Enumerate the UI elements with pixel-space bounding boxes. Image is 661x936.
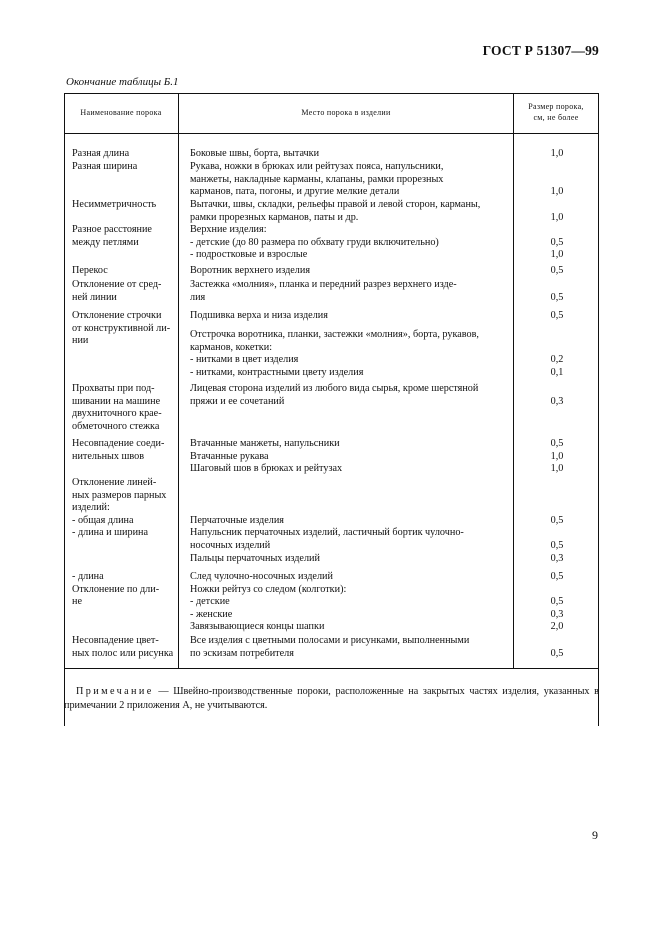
defect-size-cell-line: 1,0: [550, 211, 564, 223]
defect-size-cell: [516, 199, 598, 224]
column-header-name: Наименование порока: [80, 108, 162, 117]
defect-size-cell: [516, 148, 598, 161]
defect-place-cell-line: Втачанные рукава: [190, 450, 269, 462]
defect-name-cell: [64, 161, 176, 174]
defect-size-cell: [516, 310, 598, 323]
defect-place-cell-line: рамки прорезных карманов, паты и др.: [190, 211, 359, 223]
defect-name-cell-line: нительных швов: [72, 450, 145, 462]
defect-place-cell: [181, 224, 510, 262]
defect-size-cell-line: 0,3: [550, 395, 564, 407]
defect-place-cell: [181, 279, 510, 304]
defect-size-cell-line: [516, 342, 598, 355]
defect-place-cell-line: - детские: [190, 596, 230, 608]
defect-place-cell-line: - подростковые и взрослые: [190, 249, 308, 261]
table-top-rule: [64, 93, 599, 94]
defect-size-cell: [516, 635, 598, 660]
defect-place-cell: [181, 571, 510, 634]
table-body-rule: [64, 668, 599, 669]
defect-size-cell: [516, 571, 598, 634]
column-header-place: Место порока в изделии: [301, 108, 391, 117]
defect-name-cell-line: Несимметричность: [72, 199, 157, 210]
defect-place-cell: [181, 161, 510, 199]
defect-size-cell-line: [516, 477, 598, 490]
defect-name-cell-line: обметочного стежка: [72, 420, 160, 432]
defect-place-cell-line: [190, 502, 510, 515]
defect-size-cell-line: [516, 502, 598, 515]
defect-name-cell: [64, 265, 176, 278]
defect-place-cell: [181, 329, 510, 379]
defect-place-cell-line: - нитками в цвет изделия: [190, 354, 299, 366]
defect-place-cell-line: Рукава, ножки в брюках или рейтузах пояса, напульсники,: [190, 161, 444, 172]
defect-name-cell: [64, 635, 176, 660]
defect-size-cell-line: [516, 490, 598, 503]
table-note: [64, 685, 599, 713]
defect-size-cell-line: [516, 527, 598, 540]
defect-place-cell-line: - детские (до 80 размера по обхвату груди включительно): [190, 236, 439, 248]
defect-size-cell-line: [516, 279, 598, 292]
defect-name-cell: [64, 224, 176, 249]
defect-place-cell-line: - женские: [190, 608, 233, 620]
defect-size-cell-line: 1,0: [550, 186, 564, 198]
defect-size-cell: [516, 224, 598, 262]
defect-size-cell-line: [516, 224, 598, 237]
page-number: 9: [592, 828, 598, 842]
defect-size-cell: [516, 477, 598, 565]
defect-name-cell-line: нии: [72, 335, 89, 347]
defect-size-cell-line: 0,2: [550, 354, 564, 366]
defect-size-cell-line: 1,0: [550, 148, 564, 159]
defect-size-cell: [516, 383, 598, 408]
defect-name-cell: [64, 571, 176, 609]
defect-size-cell-line: [516, 199, 598, 212]
defect-size-cell-line: 2,0: [550, 621, 564, 633]
defect-name-cell: [64, 438, 176, 463]
defect-name-cell: [64, 279, 176, 304]
defect-name-cell-line: шивании на машине: [72, 395, 161, 407]
defect-place-cell: [181, 148, 510, 161]
defect-place-cell-line: Верхние изделия:: [190, 224, 267, 235]
defect-place-cell-line: Отстрочка воротника, планки, застежки «молния», борта, рукавов,: [190, 329, 479, 340]
note-text: — Швейно-производственные пороки, расположенные на закрытых частях изделия, указанных в примечании 2 приложения А, не учитываются.: [64, 686, 599, 711]
defect-size-cell-line: 0,5: [550, 514, 564, 526]
defect-name-cell-line: Прохваты при под-: [72, 383, 155, 394]
standard-header: ГОСТ Р 51307—99: [482, 43, 599, 58]
defect-size-cell-line: 1,0: [550, 463, 564, 475]
defect-place-cell-line: Все изделия с цветными полосами и рисунками, выполненными: [190, 635, 470, 646]
defect-name-cell-line: Разное расстояние: [72, 224, 152, 235]
defect-name-cell-line: не: [72, 596, 82, 608]
defect-place-cell-line: След чулочно-носочных изделий: [190, 571, 333, 582]
defect-size-cell: [516, 265, 598, 278]
defect-place-cell-line: по эскизам потребителя: [190, 647, 294, 659]
defect-name-cell-line: ней линии: [72, 291, 117, 303]
defect-size-cell-line: [516, 161, 598, 174]
defect-place-cell-line: карманов, кокетки:: [190, 341, 273, 353]
defect-place-cell: [181, 635, 510, 660]
defect-name-cell-line: Отклонение линей-: [72, 477, 157, 488]
defect-size-cell-line: 0,3: [550, 552, 564, 564]
defect-size-cell-line: 0,1: [550, 366, 564, 378]
defect-place-cell-line: Напульсник перчаточных изделий, ластичный бортик чулочно-: [190, 527, 464, 539]
defect-name-cell-line: - длина: [72, 571, 104, 582]
defect-name-cell: [64, 148, 176, 161]
defect-place-cell-line: Вытачки, швы, складки, рельефы правой и левой сторон, карманы,: [190, 199, 481, 210]
defect-size-cell: [516, 329, 598, 379]
defect-name-cell-line: - длина и ширина: [72, 527, 148, 539]
defect-place-cell-line: карманов, пата, погоны, и другие мелкие детали: [190, 186, 400, 198]
defect-place-cell: [181, 199, 510, 224]
defect-name-cell: [64, 383, 176, 433]
defect-place-cell-line: носочных изделий: [190, 539, 271, 551]
defect-place-cell-line: Подшивка верха и низа изделия: [190, 310, 328, 321]
defect-place-cell-line: Пальцы перчаточных изделий: [190, 552, 320, 564]
note-label: Примечание: [76, 686, 154, 697]
defect-name-cell-line: Отклонение от сред-: [72, 279, 162, 290]
defect-name-cell-line: - общая длина: [72, 514, 134, 526]
defect-size-cell-line: 0,5: [550, 438, 564, 449]
defect-place-cell: [181, 310, 510, 323]
defect-name-cell-line: Несовпадение цвет-: [72, 635, 159, 646]
defect-place-cell-line: - нитками, контрастными цвету изделия: [190, 366, 364, 378]
defect-size-cell-line: [516, 383, 598, 396]
defect-place-cell-line: лия: [190, 291, 206, 303]
defect-size-cell-line: 1,0: [550, 249, 564, 261]
defect-size-cell-line: 0,5: [550, 310, 564, 321]
table-caption: Окончание таблицы Б.1: [66, 76, 179, 88]
defect-size-cell-line: [516, 329, 598, 342]
defect-size-cell: [516, 161, 598, 199]
defect-size-cell: [516, 438, 598, 476]
defect-size-cell-line: [516, 635, 598, 648]
defect-name-cell-line: Несовпадение соеди-: [72, 438, 165, 449]
defect-name-cell-line: ных размеров парных: [72, 489, 167, 501]
defect-size-cell-line: 0,5: [550, 539, 564, 551]
defect-size-cell-line: 0,5: [550, 265, 564, 276]
defect-name-cell-line: от конструктивной ли-: [72, 322, 171, 334]
table-header-rule: [64, 133, 599, 134]
defect-place-cell: [181, 383, 510, 408]
defect-place-cell-line: пряжи и ее сочетаний: [190, 395, 285, 407]
defect-place-cell-line: Застежка «молния», планка и передний разрез верхнего изде-: [190, 279, 457, 290]
defect-name-cell-line: Отклонение строчки: [72, 310, 162, 321]
defect-size-cell-line: 1,0: [550, 450, 564, 462]
col1-rule: [178, 93, 179, 668]
defect-size-cell-line: 0,5: [550, 291, 564, 303]
defect-name-cell-line: изделий:: [72, 502, 110, 514]
defect-name-cell-line: Разная ширина: [72, 161, 138, 172]
defect-place-cell-line: Шаговый шов в брюках и рейтузах: [190, 463, 343, 475]
defect-size-cell-line: 0,5: [550, 596, 564, 608]
defect-name-cell: [64, 477, 176, 540]
defect-name-cell-line: двухниточного крае-: [72, 408, 162, 420]
defect-size-cell-line: 0,5: [550, 236, 564, 248]
defect-place-cell-line: Перчаточные изделия: [190, 514, 284, 526]
defect-size-cell: [516, 279, 598, 304]
defect-place-cell-line: манжеты, накладные карманы, клапаны, рамки прорезных: [190, 173, 444, 185]
defect-place-cell-line: Втачанные манжеты, напульсники: [190, 438, 340, 449]
table-right-rule: [598, 93, 599, 726]
defect-place-cell-line: Лицевая сторона изделий из любого вида сырья, кроме шерстяной: [190, 383, 479, 394]
defect-place-cell: [181, 265, 510, 278]
defect-size-cell-line: 0,5: [550, 647, 564, 659]
defect-place-cell: [181, 438, 510, 476]
defect-name-cell-line: Разная длина: [72, 148, 130, 159]
defect-place-cell-line: Воротник верхнего изделия: [190, 265, 311, 276]
column-header-size-line1: Размер порока,: [528, 102, 584, 111]
defect-size-cell-line: 0,3: [550, 608, 564, 620]
defect-name-cell: [64, 199, 176, 212]
defect-place-cell-line: Боковые швы, борта, вытачки: [190, 148, 320, 159]
defect-place-cell-line: Ножки рейтуз со следом (колготки):: [190, 583, 347, 595]
defect-name-cell-line: ных полос или рисунка: [72, 647, 174, 659]
defect-name-cell-line: Отклонение по дли-: [72, 583, 160, 595]
column-header-size-line2: см, не более: [533, 113, 579, 122]
defect-size-cell-line: 0,5: [550, 571, 564, 582]
col2-rule: [513, 93, 514, 668]
defect-name-cell-line: между петлями: [72, 236, 139, 248]
defect-name-cell-line: Перекос: [72, 265, 108, 276]
defect-place-cell-line: [190, 490, 510, 503]
defect-size-cell-line: [516, 584, 598, 597]
column-header-size: [514, 101, 598, 123]
defect-name-cell: [64, 310, 176, 348]
defect-place-cell-line: Завязывающиеся концы шапки: [190, 621, 325, 633]
defect-place-cell-line: [190, 477, 510, 490]
defects-table: [64, 93, 599, 726]
defect-size-cell-line: [516, 174, 598, 187]
defect-place-cell: [181, 477, 510, 565]
